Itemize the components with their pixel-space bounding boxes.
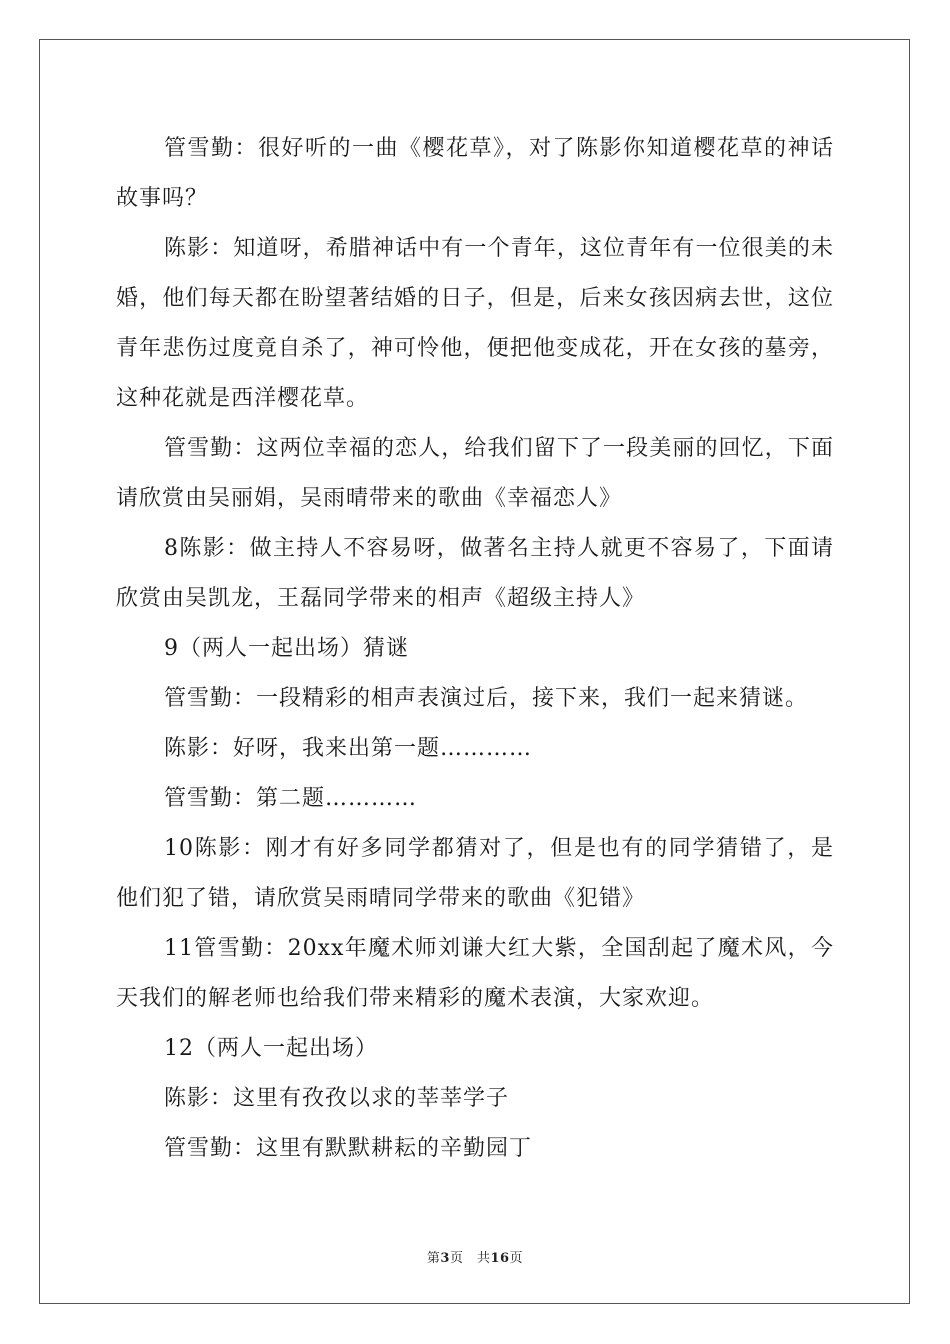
paragraph: 管雪勤：这两位幸福的恋人，给我们留下了一段美丽的回忆，下面请欣赏由吴丽娟，吴雨晴带来的歌曲《幸福恋人》	[116, 436, 834, 511]
page-suffix: 页	[509, 1251, 524, 1266]
document-body	[116, 124, 834, 1174]
page-footer	[0, 1247, 950, 1266]
paragraph: 11管雪勤：20xx年魔术师刘谦大红大紫，全国刮起了魔术风，今天我们的解老师也给我们带来精彩的魔术表演，大家欢迎。	[116, 936, 834, 1011]
page-mid: 页 共	[449, 1251, 491, 1266]
current-page-number: 3	[440, 1251, 450, 1266]
paragraph: 管雪勤：这里有默默耕耘的辛勤园丁	[164, 1136, 533, 1161]
paragraph: 管雪勤：很好听的一曲《樱花草》，对了陈影你知道樱花草的神话故事吗？	[116, 136, 834, 211]
paragraph: 8陈影：做主持人不容易呀，做著名主持人就更不容易了，下面请欣赏由吴凯龙，王磊同学带来的相声《超级主持人》	[116, 536, 834, 611]
paragraph: 10陈影：刚才有好多同学都猜对了，但是也有的同学猜错了，是他们犯了错，请欣赏吴雨晴同学带来的歌曲《犯错》	[116, 836, 834, 911]
paragraph: 陈影：好呀，我来出第一题…………	[164, 736, 533, 761]
total-page-number: 16	[490, 1251, 510, 1266]
paragraph: 管雪勤：一段精彩的相声表演过后，接下来，我们一起来猜谜。	[164, 686, 809, 711]
paragraph: 12（两人一起出场）	[164, 1036, 378, 1061]
paragraph: 陈影：知道呀，希腊神话中有一个青年，这位青年有一位很美的未婚，他们每天都在盼望著结婚的日子，但是，后来女孩因病去世，这位青年悲伤过度竟自杀了，神可怜他，便把他变成花，开在女孩的墓旁，这种花就是西洋樱花草。	[116, 236, 834, 411]
page-prefix: 第	[426, 1251, 441, 1266]
paragraph: 管雪勤：第二题…………	[164, 786, 418, 811]
paragraph: 陈影：这里有孜孜以求的莘莘学子	[164, 1086, 510, 1111]
paragraph: 9（两人一起出场）猜谜	[164, 636, 409, 661]
